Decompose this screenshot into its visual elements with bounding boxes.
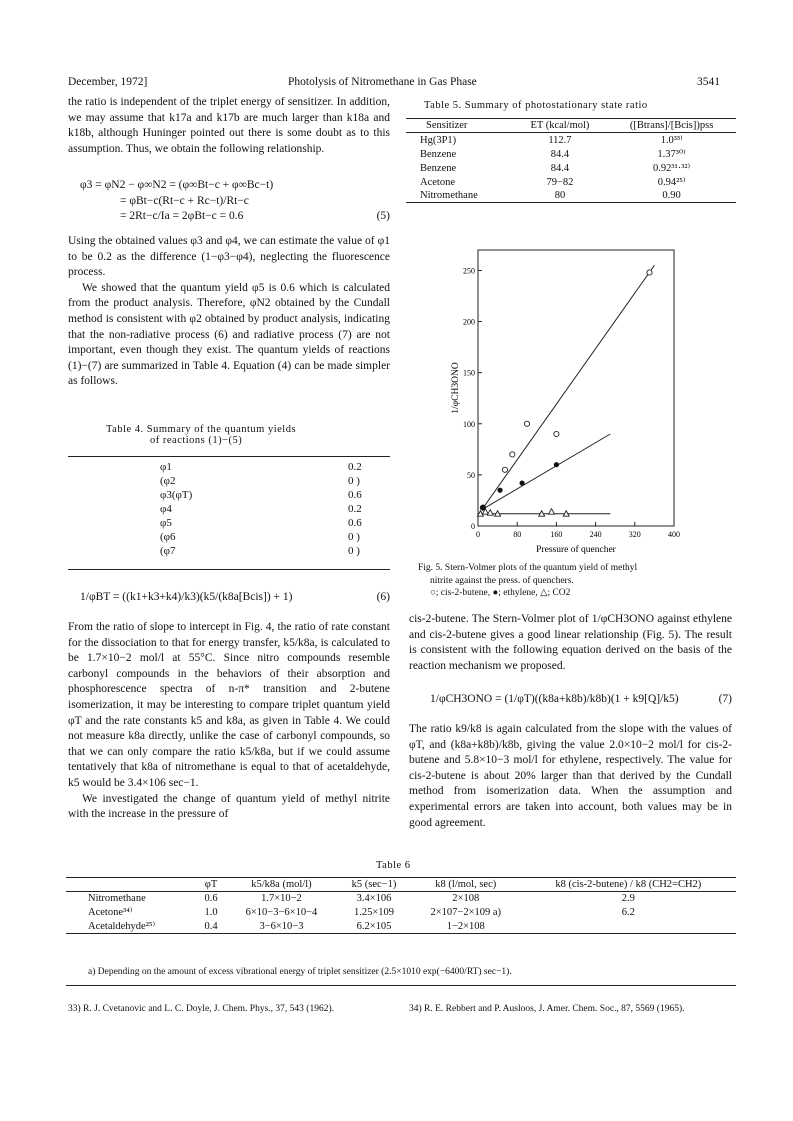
table6-footnote: a) Depending on the amount of excess vibrational energy of triplet sensitizer (2.5×1010 exp(−6400/RT) sec−1).: [88, 967, 512, 977]
table5-header: ET (kcal/mol): [530, 120, 590, 131]
table5-cell: 79−82: [546, 176, 574, 188]
table4-symbol: φ4: [160, 503, 172, 515]
table4-symbol: φ3(φT): [160, 489, 193, 501]
table4-value: 0.2: [348, 503, 362, 515]
table4-symbol: φ1: [160, 461, 172, 473]
y-tick-label: 250: [463, 266, 475, 276]
running-title: Photolysis of Nitromethane in Gas Phase: [288, 76, 477, 88]
paragraph: cis-2-butene. The Stern-Volmer plot of 1/φCH3ONO against ethylene and cis-2-butene gives a good linear relationship (Fig. 5). The result is consistent with the following equation derived on the basis of the reaction mechanism we proposed.: [409, 613, 732, 672]
x-tick-label: 80: [513, 530, 522, 539]
table5-cell: Nitromethane: [420, 190, 478, 201]
data-point-filled-circle: [497, 488, 502, 493]
figure5-caption: [418, 562, 738, 600]
data-point-open-circle: [502, 467, 507, 472]
table4-row: [68, 530, 390, 544]
header-date: December, 1972]: [68, 76, 148, 88]
data-point-open-circle: [647, 270, 652, 275]
table5-header: ([Btrans]/[Bcis])pss: [629, 120, 714, 131]
table6-cell: 6.2: [621, 906, 635, 918]
table4-value: 0.6: [348, 517, 362, 529]
right-column-top: [409, 612, 732, 674]
table4-row: [68, 460, 390, 474]
caption-line: nitrite against the press. of quenchers.: [430, 575, 574, 586]
y-tick-label: 0: [471, 522, 475, 531]
table6-cell: 1.25×109: [353, 906, 394, 918]
equation-text: 1/φCH3ONO = (1/φT)((k8a+k8b)/k8b)(1 + k9[Q]/k5): [430, 693, 679, 705]
left-column-top: [68, 95, 390, 157]
x-tick-label: 240: [589, 530, 602, 539]
table5-cell: Hg(3P1): [420, 134, 457, 146]
equation-5: [80, 178, 390, 230]
caption-line: Table 4. Summary of the quantum yields: [106, 424, 297, 435]
table4-value: 0 ): [348, 531, 360, 543]
paragraph: the ratio is independent of the triplet energy of sensitizer. In addition, we may assume that k17a and k17b are much larger than k18a and k18b, although Huninger pointed out there is some doubt as to this assumption. Thus, we obtain the following relationship.: [68, 96, 390, 155]
x-tick-label: 400: [668, 530, 680, 539]
x-tick-label: 320: [628, 530, 641, 539]
table5-cell: 0.92³¹·³²⁾: [653, 163, 691, 174]
equation-text: 1/φBT = ((k1+k3+k4)/k3)(k5/(k8a[Bcis]) + 1): [80, 591, 293, 603]
table5-cell: 0.90: [662, 190, 681, 201]
caption-line: of reactions (1)−(5): [150, 435, 243, 446]
table6-cell: 6×10−3−6×10−4: [245, 906, 318, 918]
table5-cell: Acetone: [420, 176, 455, 188]
table5-row: [406, 161, 736, 175]
data-point-open-circle: [510, 452, 515, 457]
y-tick-label: 200: [463, 317, 475, 327]
table4-row: [68, 502, 390, 516]
table6-header: k5 (sec−1): [351, 879, 397, 890]
fit-line-open-circle: [482, 265, 654, 509]
table5-cell: 0.94²⁵⁾: [657, 177, 686, 188]
table4-row: [68, 474, 390, 488]
table5-cell: 84.4: [550, 148, 570, 160]
table5-row: [406, 133, 736, 148]
equation-number: (6): [376, 591, 390, 603]
table5-row: [406, 189, 736, 203]
table6-cell: 2×108: [452, 893, 480, 904]
table4-value: 0.6: [348, 489, 362, 501]
table6-cell: 1.0: [204, 906, 218, 918]
table6-cell: 3−6×10−3: [259, 920, 304, 932]
table5-cell: 80: [554, 190, 566, 201]
table5-row: [406, 175, 736, 189]
data-point-open-triangle: [487, 510, 493, 516]
data-point-open-circle: [554, 431, 559, 436]
table4-rule-top: [68, 456, 390, 457]
footnote-34: 34) R. E. Rebbert and P. Ausloos, J. Amer. Chem. Soc., 87, 5569 (1965).: [409, 1004, 685, 1014]
table6-header: k5/k8a (mol/l): [251, 879, 312, 890]
equation-line: = 2Rt−c/Ia = 2φBt−c = 0.6: [120, 210, 244, 222]
table6-cell: Nitromethane: [88, 893, 146, 904]
table6-cell: Acetone³⁴⁾: [88, 907, 133, 918]
table6-header: k8 (cis-2-butene) / k8 (CH2=CH2): [555, 879, 702, 890]
table4-symbol: (φ6: [160, 531, 176, 543]
caption-line: ○; cis-2-butene, ●; ethylene, △; CO2: [430, 588, 571, 598]
table4-rule-bottom: [68, 569, 390, 570]
table6-row: [66, 905, 736, 919]
equation-number: (5): [376, 210, 390, 222]
table4-row: [68, 488, 390, 502]
table4-row: [68, 516, 390, 530]
data-point-open-circle: [524, 421, 529, 426]
table6-caption: Table 6: [376, 860, 411, 871]
table4-value: 0 ): [348, 475, 360, 487]
table6-row: [66, 919, 736, 934]
table6-cell: Acetaldehyde²⁵⁾: [88, 921, 156, 932]
table6-cell: [521, 919, 736, 934]
table5-cell: 1.0³³⁾: [660, 135, 683, 146]
table5-header-row: [406, 119, 736, 133]
paragraph: The ratio k9/k8 is again calculated from the slope with the values of φT, and (k8a+k8b)/k8b, giving the value 2.0×10−2 mol/l for cis-2-butene and 5.8×10−3 mol/l for ethylene, respectively. The value for cis-2-butene is about 20% larger than that derived by the Cundall method from isomerization data. When the assumption and experimental errors are taken into account, both values may be in good agreement.: [409, 723, 732, 829]
data-point-filled-circle: [520, 480, 525, 485]
table4-symbol: (φ2: [160, 475, 176, 487]
table6: [66, 877, 736, 934]
table5-cell: 112.7: [548, 134, 572, 146]
table4-symbol: φ5: [160, 517, 172, 529]
table4-value: 0.2: [348, 461, 362, 473]
table6-header: k8 (l/mol, sec): [435, 879, 497, 890]
x-tick-label: 160: [550, 530, 563, 539]
table4-row: [68, 544, 390, 558]
data-point-open-triangle: [549, 509, 555, 515]
footnote-33: 33) R. J. Cvetanovic and L. C. Doyle, J. Chem. Phys., 37, 543 (1962).: [68, 1004, 334, 1014]
table4: [68, 460, 390, 558]
table5-header: Sensitizer: [426, 120, 468, 131]
table6-row: [66, 892, 736, 906]
caption-line: Fig. 5. Stern-Volmer plots of the quantum yield of methyl: [418, 563, 638, 573]
y-tick-label: 50: [467, 470, 475, 480]
x-tick-label: 0: [476, 530, 480, 539]
table6-cell: 6.2×105: [356, 920, 392, 932]
x-axis-label: Pressure of quencher: [536, 545, 616, 555]
table5-cell: 84.4: [550, 162, 570, 174]
plot-frame: [478, 250, 674, 526]
table4-value: 0 ): [348, 545, 360, 557]
fit-line-filled-circle: [482, 434, 610, 510]
y-axis-label: 1/φCH3ONO: [451, 362, 461, 414]
table5-cell: Benzene: [420, 162, 457, 174]
table4-symbol: (φ7: [160, 545, 176, 557]
table6-cell: 2.9: [621, 893, 635, 904]
figure5-chart: [440, 238, 700, 558]
table6-rule: [66, 985, 736, 986]
table6-header: [66, 878, 196, 892]
y-tick-label: 100: [463, 419, 475, 429]
table6-header-row: [66, 878, 736, 892]
paragraph: We showed that the quantum yield φ5 is 0.6 which is calculated from the product analysis. Therefore, φN2 obtained by the Cundall method is consistent with φ2 obtained by product analysis, indicating that the non-radiative process (6) and radiative process (7) are not important, even though they exist. The quantum yields of reactions (1)−(7) are summarized in Table 4. Equation (4) can be made simpler as follows.: [68, 281, 390, 388]
table5: [406, 118, 736, 203]
right-column-bottom: [409, 722, 732, 831]
y-tick-label: 150: [463, 368, 475, 378]
table5-cell: Benzene: [420, 148, 457, 160]
equation-line: = φBt−c(Rt−c + Rc−t)/Rt−c: [120, 194, 249, 207]
table6-cell: 2×107−2×109 a): [430, 906, 502, 918]
equation-6: [80, 590, 390, 606]
table6-cell: 1.7×10−2: [261, 893, 302, 904]
paragraph: Using the obtained values φ3 and φ4, we can estimate the value of φ1 to be 0.2 as the difference (1−φ3−φ4), neglecting the fluorescence process.: [68, 235, 390, 279]
equation-line: φ3 = φN2 − φ∞N2 = (φ∞Bt−c + φ∞Bc−t): [80, 179, 274, 191]
left-column-middle: [68, 234, 390, 390]
table6-cell: 0.6: [204, 893, 218, 904]
table6-cell: 1−2×108: [446, 920, 485, 932]
table5-row: [406, 147, 736, 161]
table6-header: φT: [204, 879, 218, 890]
paragraph: We investigated the change of quantum yield of methyl nitrite with the increase in the pressure of: [68, 792, 390, 821]
table5-cell: 1.37³⁰⁾: [657, 149, 686, 160]
table6-cell: 0.4: [204, 920, 218, 932]
left-column-bottom: [68, 620, 390, 823]
equation-number: (7): [718, 693, 732, 705]
page-number: 3541: [697, 76, 720, 88]
equation-7: [430, 692, 732, 708]
data-point-filled-circle: [554, 462, 559, 467]
paragraph: From the ratio of slope to intercept in Fig. 4, the ratio of rate constant for the dissociation to that for energy transfer, k5/k8a, is calculated to be 1.7×10−2 mol/l at 55°C. Since nitro compounds resemble carbonyl compounds in the behaviors of their absorption and phosphorescence spectra of n-π* transition and 2-butene isomerization, it may be interesting to compare triplet quantum yield φT and the rate constants k5 and k8a, as given in Table 4. We could not measure k8a directly, unlike the case of carbonyl compounds, so that we can only compare the ratio k5/k8a, but if we could assume tentatively that k8a of nitromethane is equal to that of acetaldehyde, k5 would be 3.4×106 sec−1.: [68, 621, 390, 789]
table6-cell: 3.4×106: [356, 893, 392, 904]
table4-caption: [106, 424, 296, 446]
table5-caption: Table 5. Summary of photostationary state ratio: [424, 100, 648, 111]
